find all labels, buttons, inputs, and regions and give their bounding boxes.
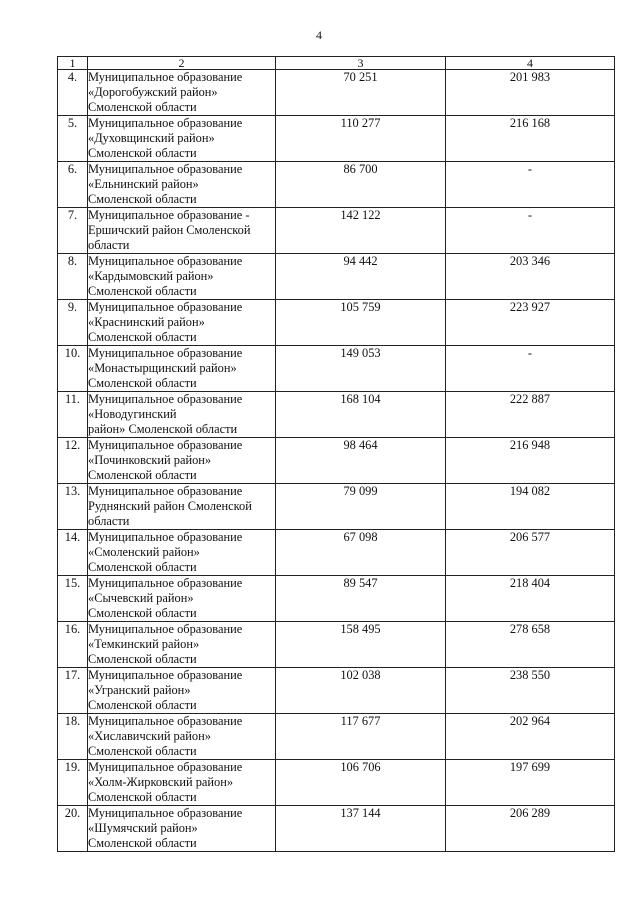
value-column-3-cell: 86 700 xyxy=(276,162,446,208)
row-number-cell: 13. xyxy=(58,484,88,530)
municipality-name-cell: Муниципальное образование «Кардымовский район» Смоленской области xyxy=(88,254,276,300)
table-row xyxy=(58,162,615,208)
municipality-name-cell: Муниципальное образование «Сычевский район» Смоленской области xyxy=(88,576,276,622)
row-number-cell: 11. xyxy=(58,392,88,438)
row-number-cell: 9. xyxy=(58,300,88,346)
column-header: 4 xyxy=(446,57,615,70)
value-column-4-cell: 222 887 xyxy=(446,392,615,438)
municipality-name-cell: Муниципальное образование «Краснинский район» Смоленской области xyxy=(88,300,276,346)
value-column-3-cell: 102 038 xyxy=(276,668,446,714)
value-column-4-cell: 238 550 xyxy=(446,668,615,714)
data-table xyxy=(57,56,615,852)
table-row xyxy=(58,484,615,530)
table-row xyxy=(58,530,615,576)
column-header: 1 xyxy=(58,57,88,70)
value-column-3-cell: 79 099 xyxy=(276,484,446,530)
municipality-name-cell: Муниципальное образование «Хиславичский район» Смоленской области xyxy=(88,714,276,760)
municipality-name-cell: Муниципальное образование «Духовщинский район» Смоленской области xyxy=(88,116,276,162)
page-number: 4 xyxy=(316,28,322,42)
value-column-4-cell: 202 964 xyxy=(446,714,615,760)
value-column-4-cell: 194 082 xyxy=(446,484,615,530)
row-number-cell: 14. xyxy=(58,530,88,576)
municipality-name-cell: Муниципальное образование «Ельнинский район» Смоленской области xyxy=(88,162,276,208)
value-column-3-cell: 117 677 xyxy=(276,714,446,760)
row-number-cell: 10. xyxy=(58,346,88,392)
value-column-3-cell: 137 144 xyxy=(276,806,446,852)
table-row xyxy=(58,208,615,254)
table-row xyxy=(58,300,615,346)
table-row xyxy=(58,346,615,392)
table-header-row xyxy=(58,57,615,70)
row-number-cell: 19. xyxy=(58,760,88,806)
municipality-name-cell: Муниципальное образование Руднянский район Смоленской области xyxy=(88,484,276,530)
row-number-cell: 17. xyxy=(58,668,88,714)
value-column-4-cell: 216 168 xyxy=(446,116,615,162)
municipality-name-cell: Муниципальное образование «Темкинский район» Смоленской области xyxy=(88,622,276,668)
row-number-cell: 4. xyxy=(58,70,88,116)
municipality-name-cell: Муниципальное образование «Смоленский район» Смоленской области xyxy=(88,530,276,576)
table-row xyxy=(58,392,615,438)
value-column-3-cell: 106 706 xyxy=(276,760,446,806)
table-row xyxy=(58,622,615,668)
table-row xyxy=(58,714,615,760)
value-column-3-cell: 105 759 xyxy=(276,300,446,346)
table-body xyxy=(58,70,615,852)
row-number-cell: 18. xyxy=(58,714,88,760)
row-number-cell: 12. xyxy=(58,438,88,484)
table-row xyxy=(58,254,615,300)
value-column-3-cell: 110 277 xyxy=(276,116,446,162)
value-column-4-cell: 206 289 xyxy=(446,806,615,852)
row-number-cell: 15. xyxy=(58,576,88,622)
value-column-4-cell: 278 658 xyxy=(446,622,615,668)
municipality-name-cell: Муниципальное образование «Починковский район» Смоленской области xyxy=(88,438,276,484)
table-row xyxy=(58,438,615,484)
row-number-cell: 16. xyxy=(58,622,88,668)
value-column-4-cell: - xyxy=(446,208,615,254)
row-number-cell: 5. xyxy=(58,116,88,162)
value-column-4-cell: 201 983 xyxy=(446,70,615,116)
value-column-3-cell: 158 495 xyxy=(276,622,446,668)
row-number-cell: 20. xyxy=(58,806,88,852)
table-row xyxy=(58,576,615,622)
municipality-name-cell: Муниципальное образование «Монастырщинский район» Смоленской области xyxy=(88,346,276,392)
value-column-3-cell: 142 122 xyxy=(276,208,446,254)
municipality-name-cell: Муниципальное образование «Угранский район» Смоленской области xyxy=(88,668,276,714)
value-column-4-cell: - xyxy=(446,346,615,392)
municipality-name-cell: Муниципальное образование «Дорогобужский район» Смоленской области xyxy=(88,70,276,116)
column-header: 3 xyxy=(276,57,446,70)
municipality-name-cell: Муниципальное образование «Новодугинский район» Смоленской области xyxy=(88,392,276,438)
row-number-cell: 6. xyxy=(58,162,88,208)
value-column-3-cell: 70 251 xyxy=(276,70,446,116)
table-row xyxy=(58,70,615,116)
row-number-cell: 7. xyxy=(58,208,88,254)
value-column-3-cell: 67 098 xyxy=(276,530,446,576)
municipality-name-cell: Муниципальное образование - Ершичский район Смоленской области xyxy=(88,208,276,254)
table-row xyxy=(58,806,615,852)
value-column-4-cell: 218 404 xyxy=(446,576,615,622)
value-column-4-cell: - xyxy=(446,162,615,208)
value-column-3-cell: 168 104 xyxy=(276,392,446,438)
municipality-name-cell: Муниципальное образование «Холм-Жирковский район» Смоленской области xyxy=(88,760,276,806)
value-column-4-cell: 203 346 xyxy=(446,254,615,300)
table-row xyxy=(58,668,615,714)
value-column-4-cell: 216 948 xyxy=(446,438,615,484)
municipality-name-cell: Муниципальное образование «Шумячский район» Смоленской области xyxy=(88,806,276,852)
value-column-3-cell: 89 547 xyxy=(276,576,446,622)
table-row xyxy=(58,116,615,162)
value-column-4-cell: 223 927 xyxy=(446,300,615,346)
value-column-4-cell: 197 699 xyxy=(446,760,615,806)
table-row xyxy=(58,760,615,806)
value-column-4-cell: 206 577 xyxy=(446,530,615,576)
column-header: 2 xyxy=(88,57,276,70)
value-column-3-cell: 149 053 xyxy=(276,346,446,392)
value-column-3-cell: 94 442 xyxy=(276,254,446,300)
value-column-3-cell: 98 464 xyxy=(276,438,446,484)
row-number-cell: 8. xyxy=(58,254,88,300)
